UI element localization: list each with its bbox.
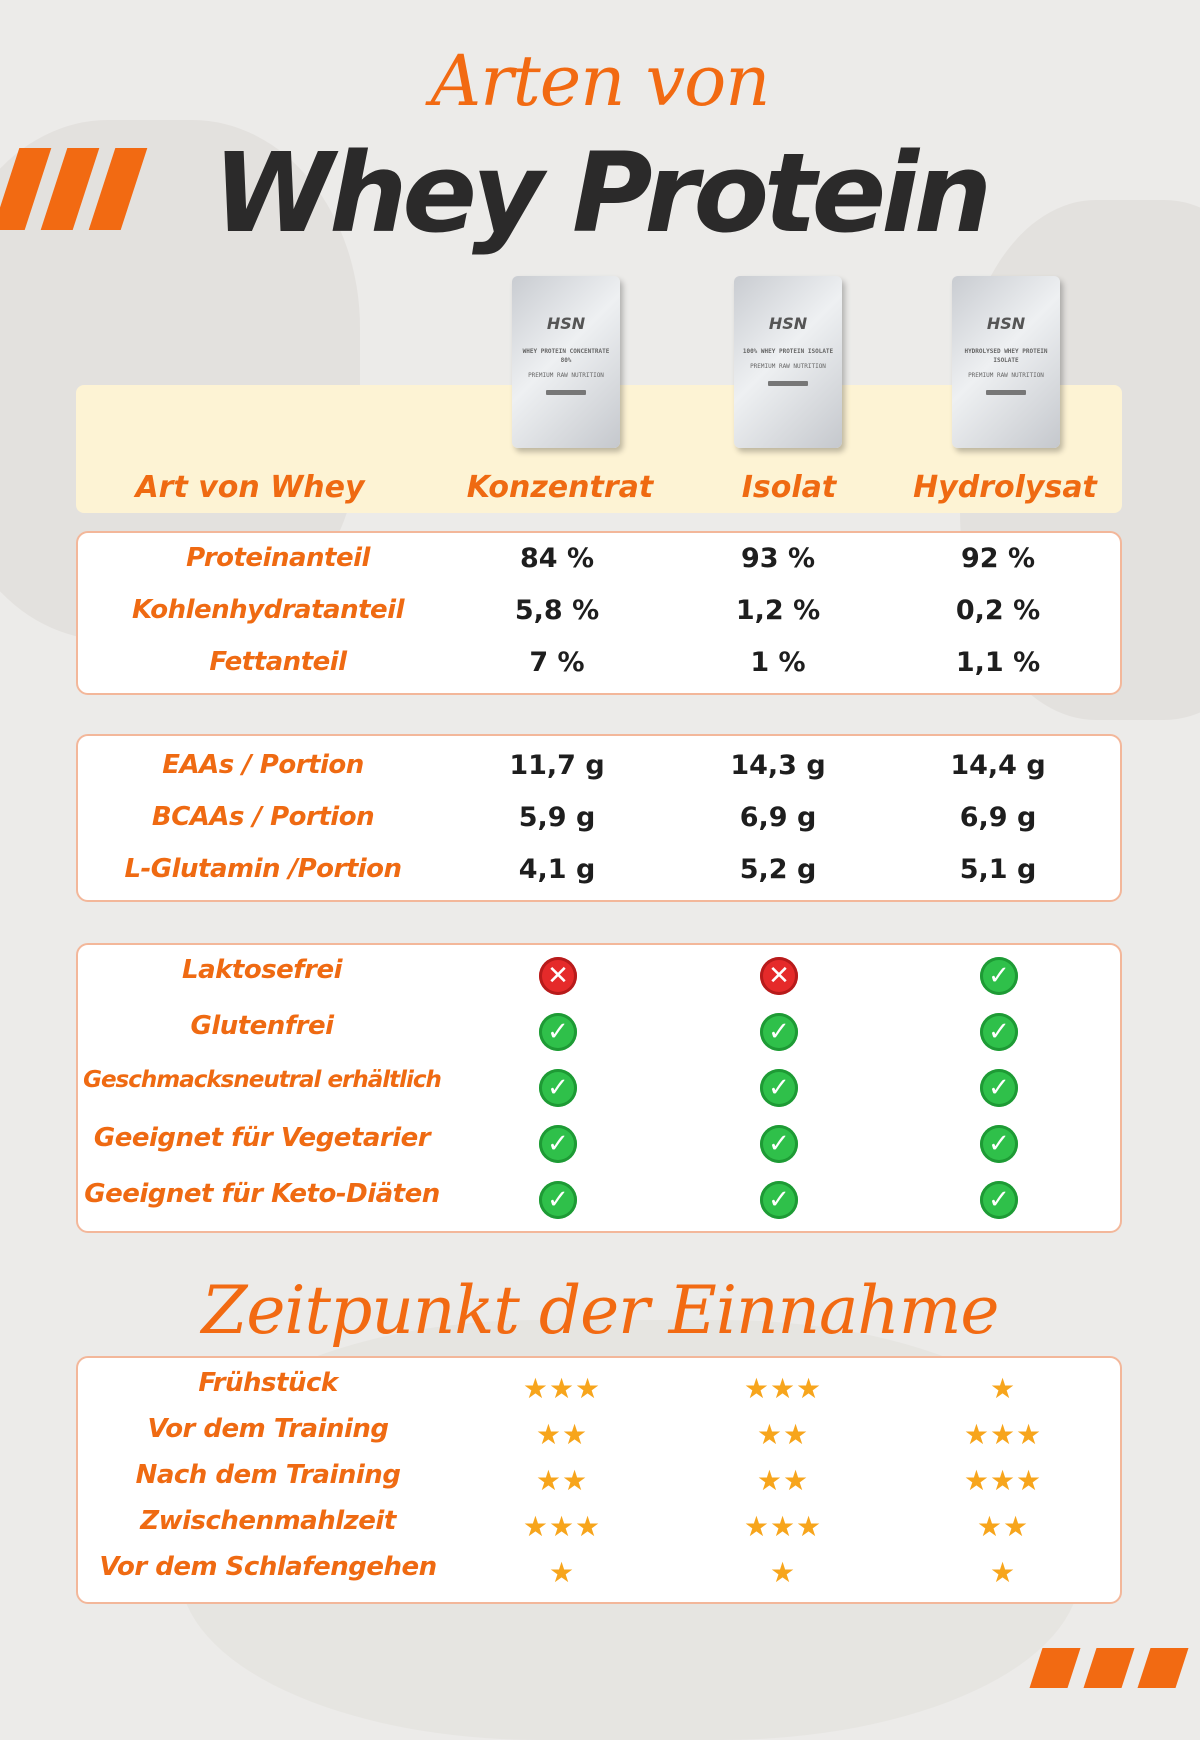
table-row (78, 1179, 1120, 1219)
cell-value: 5,1 g (959, 854, 1037, 885)
star-rating (472, 1464, 652, 1498)
page-title: Whey Protein (212, 129, 988, 257)
product-bag-concentrate (512, 276, 620, 448)
product-sub: PREMIUM RAW NUTRITION (968, 372, 1044, 379)
cell-value: 1 % (750, 647, 806, 678)
check-icon: ✓ (539, 1125, 577, 1163)
product-bag-hydrolysate (952, 276, 1060, 448)
star-icon: ★ (743, 1510, 770, 1543)
star-icon: ★ (989, 1556, 1017, 1589)
star-icon: ★ (522, 1510, 549, 1543)
cell-value: 5,9 g (518, 802, 596, 833)
product-name: 100% WHEY PROTEIN ISOLATE (742, 348, 834, 355)
star-icon: ★ (522, 1372, 549, 1405)
star-icon: ★ (535, 1418, 562, 1451)
product-tag (768, 381, 808, 386)
check-icon: ✓ (980, 957, 1018, 995)
table-row (78, 1414, 1120, 1454)
row-label: Laktosefrei (182, 955, 342, 985)
cell-value: 14,3 g (730, 750, 826, 781)
row-label: BCAAs / Portion (151, 802, 375, 832)
timing-table (76, 1356, 1122, 1604)
check-icon: ✓ (760, 1181, 798, 1219)
brand-logo: HSN (986, 314, 1026, 333)
star-rating (913, 1372, 1093, 1406)
star-icon: ★ (1016, 1418, 1043, 1451)
features-table (76, 943, 1122, 1233)
star-icon: ★ (783, 1464, 810, 1497)
star-icon: ★ (756, 1464, 783, 1497)
star-rating (693, 1418, 873, 1452)
brand-logo: HSN (546, 314, 586, 333)
star-rating (693, 1372, 873, 1406)
header-label: Art von Whey (135, 470, 365, 505)
row-label: Kohlenhydratanteil (132, 595, 404, 625)
star-rating (472, 1372, 652, 1406)
star-icon: ★ (562, 1418, 589, 1451)
star-icon: ★ (783, 1418, 810, 1451)
cell-value: 93 % (740, 543, 816, 574)
product-tag (546, 390, 586, 395)
cross-icon: ✕ (760, 957, 798, 995)
cell-value: 1,2 % (735, 595, 821, 626)
table-row (78, 1506, 1120, 1546)
table-row (78, 543, 1120, 583)
row-label: EAAs / Portion (162, 750, 364, 780)
row-label: Geschmacksneutral erhältlich (83, 1067, 441, 1093)
table-row (78, 1368, 1120, 1408)
star-icon: ★ (989, 1464, 1017, 1497)
star-icon: ★ (1003, 1510, 1030, 1543)
star-icon: ★ (989, 1418, 1017, 1451)
table-row (78, 1552, 1120, 1592)
check-icon: ✓ (760, 1069, 798, 1107)
table-row (78, 595, 1120, 635)
star-icon: ★ (769, 1372, 797, 1405)
table-row (78, 1067, 1120, 1107)
header-col-isolate: Isolat (741, 470, 837, 505)
cell-value: 5,2 g (739, 854, 817, 885)
check-icon: ✓ (980, 1181, 1018, 1219)
cell-value: 1,1 % (955, 647, 1041, 678)
macros-table (76, 531, 1122, 695)
star-icon: ★ (976, 1510, 1003, 1543)
table-row (78, 854, 1120, 894)
row-label: Zwischenmahlzeit (140, 1506, 396, 1536)
table-row (78, 750, 1120, 790)
star-icon: ★ (963, 1418, 990, 1451)
row-label: Frühstück (198, 1368, 338, 1398)
product-name: HYDROLYSED WHEY PROTEIN ISOLATE (964, 348, 1048, 364)
star-icon: ★ (1016, 1464, 1043, 1497)
star-icon: ★ (796, 1510, 823, 1543)
table-row (78, 955, 1120, 995)
product-name: WHEY PROTEIN CONCENTRATE 80% (522, 348, 610, 364)
star-icon: ★ (548, 1372, 576, 1405)
check-icon: ✓ (980, 1013, 1018, 1051)
check-icon: ✓ (539, 1069, 577, 1107)
header-col-concentrate: Konzentrat (466, 470, 654, 505)
check-icon: ✓ (980, 1069, 1018, 1107)
timing-title: Zeitpunkt der Einnahme (201, 1272, 999, 1349)
star-rating (472, 1556, 652, 1590)
star-icon: ★ (989, 1372, 1017, 1405)
check-icon: ✓ (539, 1013, 577, 1051)
star-icon: ★ (535, 1464, 562, 1497)
row-label: L-Glutamin /Portion (124, 854, 402, 884)
table-row (78, 1460, 1120, 1500)
cell-value: 92 % (960, 543, 1036, 574)
table-row (78, 1011, 1120, 1051)
star-rating (913, 1556, 1093, 1590)
product-sub: PREMIUM RAW NUTRITION (528, 372, 604, 379)
row-label: Geeignet für Vegetarier (93, 1123, 431, 1153)
row-label: Glutenfrei (190, 1011, 334, 1041)
star-rating (693, 1510, 873, 1544)
star-icon: ★ (575, 1372, 602, 1405)
cell-value: 14,4 g (950, 750, 1046, 781)
star-icon: ★ (575, 1510, 602, 1543)
row-label: Vor dem Training (147, 1414, 389, 1444)
star-rating (693, 1464, 873, 1498)
cell-value: 7 % (529, 647, 585, 678)
star-icon: ★ (769, 1556, 797, 1589)
row-label: Proteinanteil (186, 543, 370, 573)
cell-value: 0,2 % (955, 595, 1041, 626)
cell-value: 6,9 g (959, 802, 1037, 833)
star-icon: ★ (548, 1556, 576, 1589)
star-rating (913, 1510, 1093, 1544)
check-icon: ✓ (980, 1125, 1018, 1163)
table-row (78, 802, 1120, 842)
header-col-hydrolysate: Hydrolysat (913, 470, 1097, 505)
table-row (78, 647, 1120, 687)
star-icon: ★ (548, 1510, 576, 1543)
decorative-stripes-bottom (1036, 1648, 1182, 1688)
star-rating (913, 1464, 1093, 1498)
star-rating (693, 1556, 873, 1590)
star-icon: ★ (756, 1418, 783, 1451)
star-icon: ★ (796, 1372, 823, 1405)
table-row (78, 1123, 1120, 1163)
row-label: Nach dem Training (135, 1460, 401, 1490)
cell-value: 5,8 % (514, 595, 600, 626)
star-icon: ★ (769, 1510, 797, 1543)
product-bag-isolate (734, 276, 842, 448)
product-tag (986, 390, 1026, 395)
amino-table (76, 734, 1122, 902)
row-label: Fettanteil (209, 647, 347, 677)
star-icon: ★ (963, 1464, 990, 1497)
check-icon: ✓ (760, 1013, 798, 1051)
cross-icon: ✕ (539, 957, 577, 995)
product-sub: PREMIUM RAW NUTRITION (750, 363, 826, 370)
check-icon: ✓ (760, 1125, 798, 1163)
star-rating (913, 1418, 1093, 1452)
star-icon: ★ (562, 1464, 589, 1497)
check-icon: ✓ (539, 1181, 577, 1219)
star-rating (472, 1510, 652, 1544)
cell-value: 11,7 g (509, 750, 605, 781)
star-rating (472, 1418, 652, 1452)
title-script: Arten von (430, 40, 770, 122)
row-label: Vor dem Schlafengehen (99, 1552, 437, 1582)
cell-value: 6,9 g (739, 802, 817, 833)
row-label: Geeignet für Keto-Diäten (84, 1179, 440, 1209)
brand-logo: HSN (768, 314, 808, 333)
cell-value: 84 % (519, 543, 595, 574)
cell-value: 4,1 g (518, 854, 596, 885)
star-icon: ★ (743, 1372, 770, 1405)
